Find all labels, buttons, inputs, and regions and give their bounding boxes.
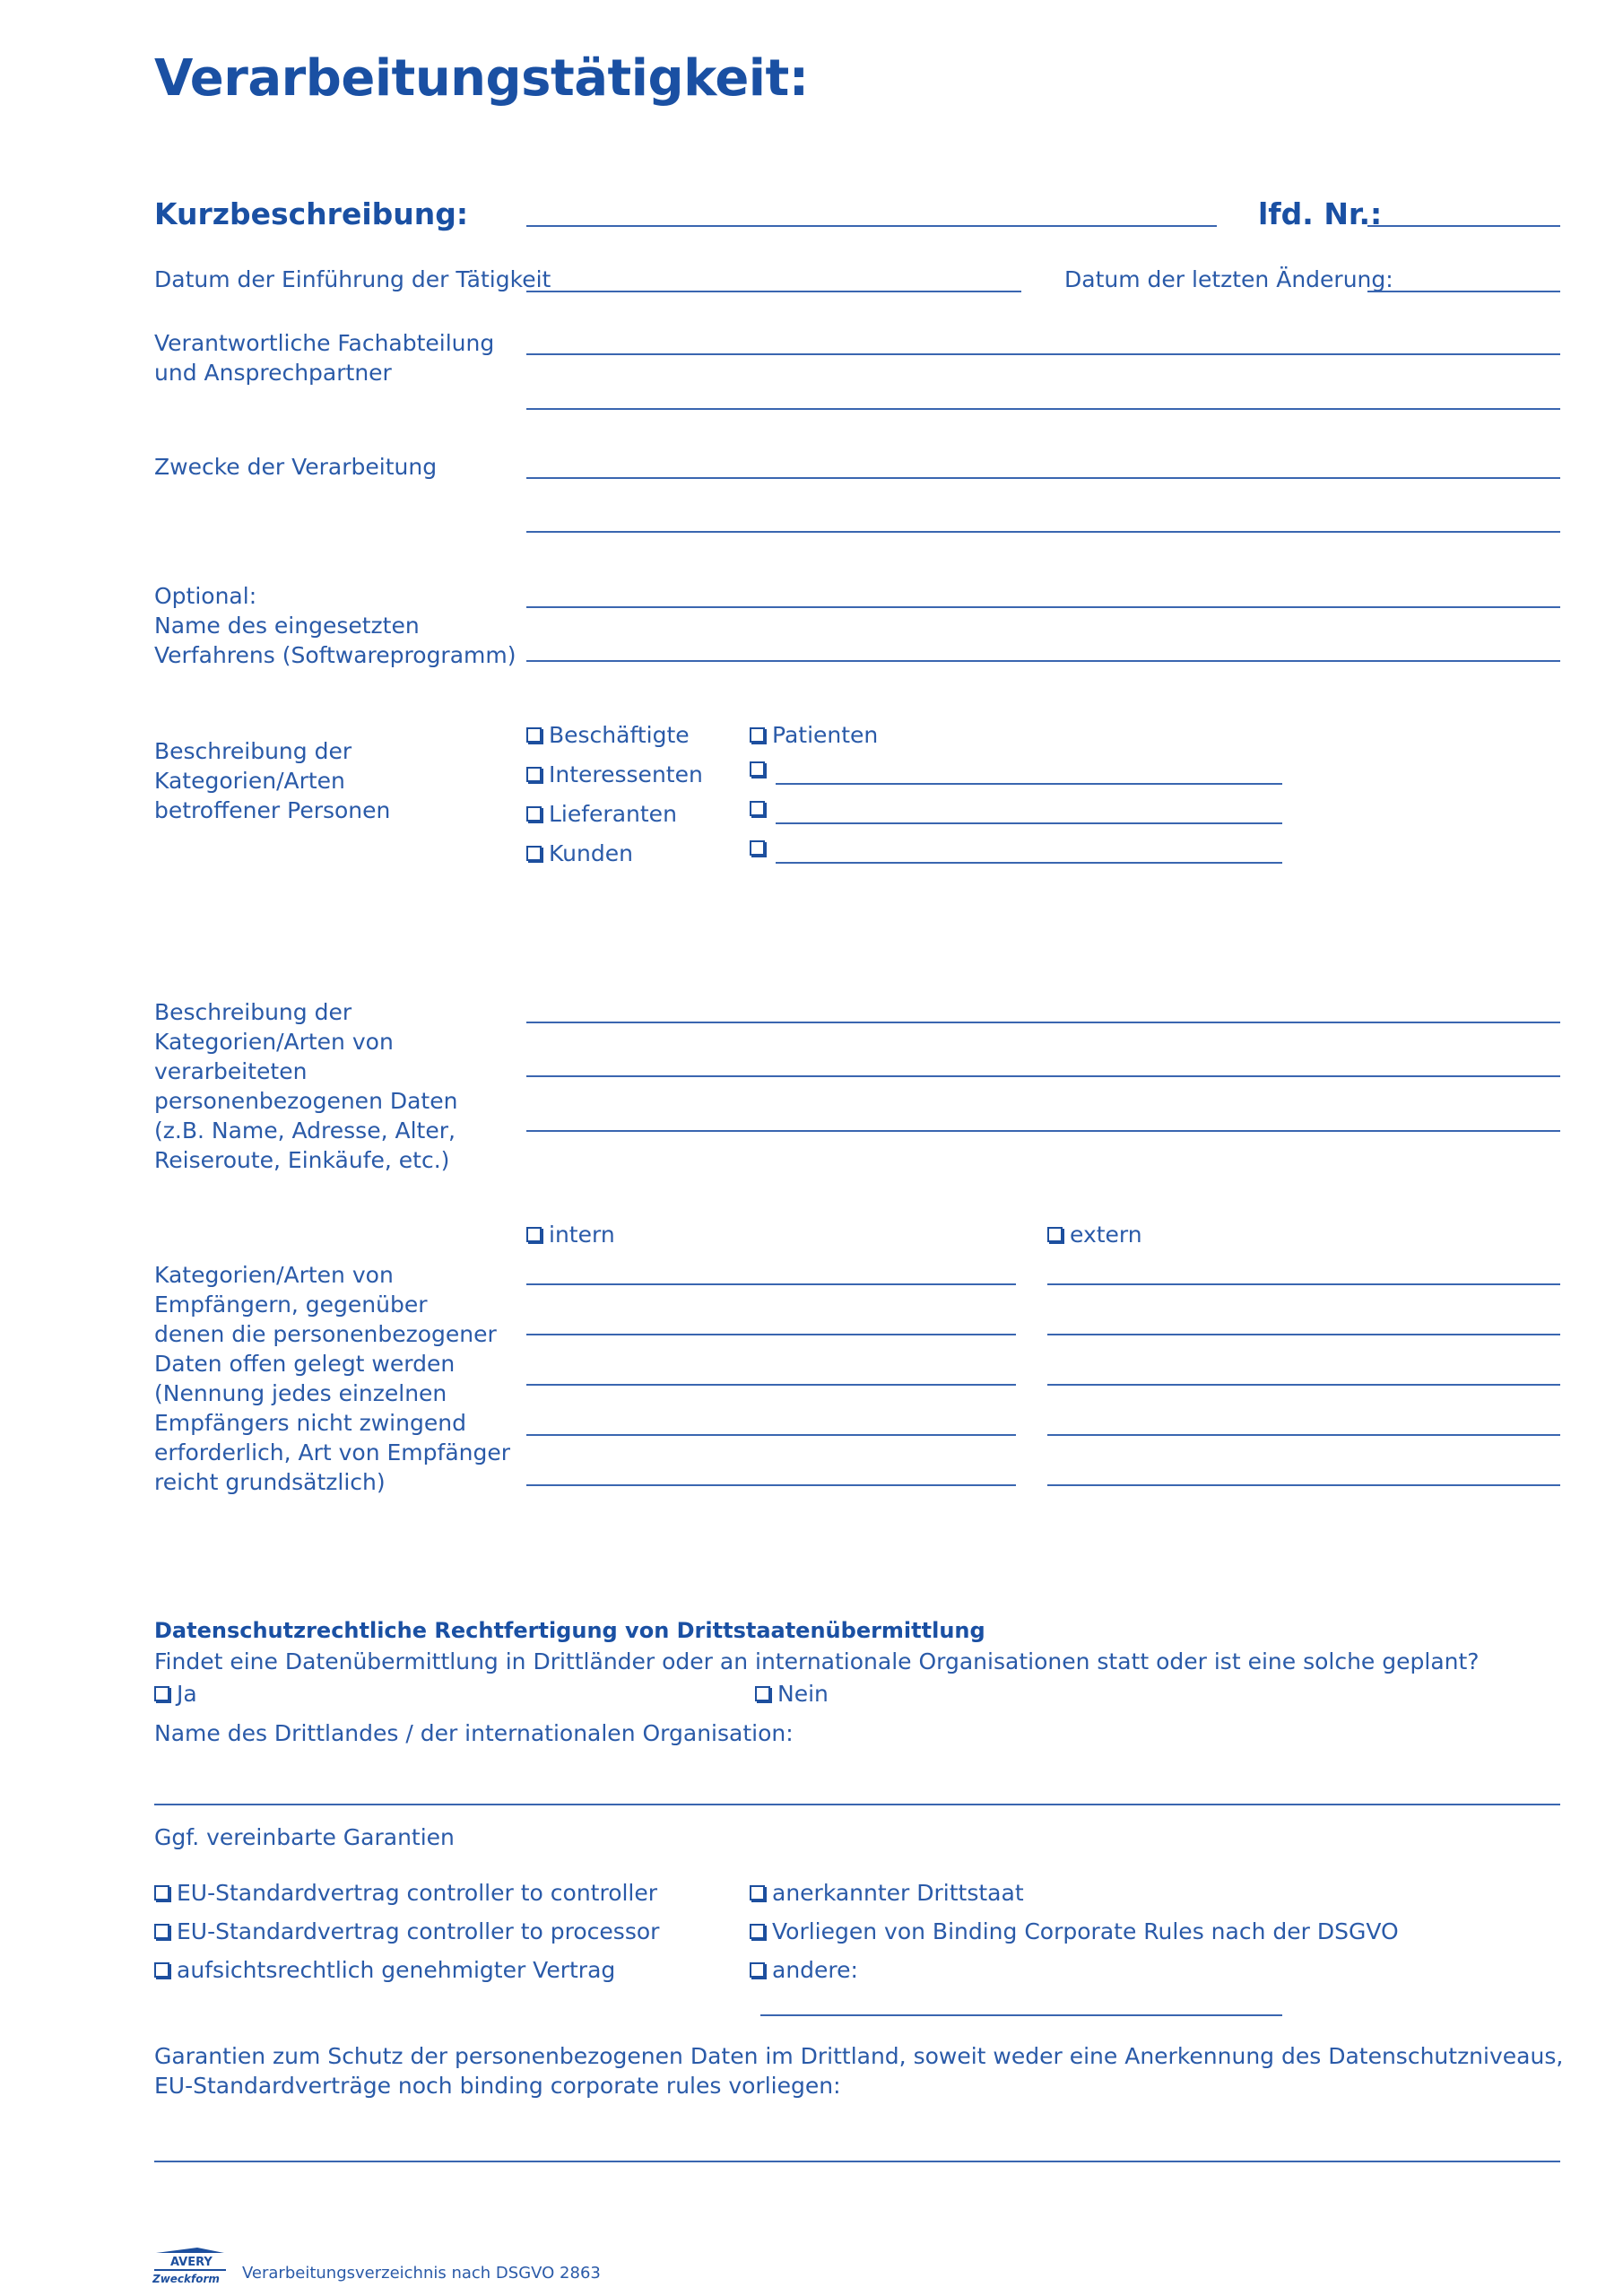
checkbox-icon xyxy=(750,1962,765,1978)
checkbox-kunden[interactable]: Kunden xyxy=(526,840,633,866)
checkbox-icon xyxy=(1047,1227,1063,1242)
checkbox-nein[interactable]: Nein xyxy=(755,1681,829,1707)
zwecke-label: Zwecke der Verarbeitung xyxy=(154,454,438,480)
garantien-label: Ggf. vereinbarte Garantien xyxy=(154,1824,455,1850)
datum-einfuehrung-field[interactable] xyxy=(526,291,1021,292)
checkbox-icon xyxy=(526,1227,542,1242)
checkbox-icon xyxy=(750,840,765,856)
page-title: Verarbeitungstätigkeit: xyxy=(154,49,809,108)
checkbox-icon xyxy=(755,1686,770,1701)
datum-aenderung-field[interactable] xyxy=(1367,291,1560,292)
drittland-name-field[interactable] xyxy=(154,1804,1560,1805)
checkbox-eu-controller-controller[interactable]: EU-Standardvertrag controller to controller xyxy=(154,1880,657,1906)
optional-label: Optional: Name des eingesetzten Verfahrens (Softwareprogramm) xyxy=(154,583,516,668)
personen-label: Beschreibung der Kategorien/Arten betroffener Personen xyxy=(154,738,391,823)
empfaenger-label: Kategorien/Arten von Empfängern, gegenüber denen die personenbezogener Daten offen gelegt werden (Nennung jedes einzelnen Empfängers nicht zwingend erforderlich, Art von Empfänger reicht grundsätzlich) xyxy=(154,1262,511,1495)
checkbox-icon xyxy=(526,846,542,861)
avery-zweckform-logo xyxy=(152,2246,228,2287)
andere-field[interactable] xyxy=(760,2014,1282,2016)
intern-field-5[interactable] xyxy=(526,1484,1016,1486)
datum-aenderung-label: Datum der letzten Änderung: xyxy=(1064,266,1393,292)
checkbox-beschaeftigte[interactable]: Beschäftigte xyxy=(526,722,690,748)
checkbox-andere[interactable]: andere: xyxy=(750,1957,858,1983)
checkbox-icon xyxy=(750,801,765,816)
footer-text: Verarbeitungsverzeichnis nach DSGVO 2863 xyxy=(242,2264,601,2283)
checkbox-lieferanten[interactable]: Lieferanten xyxy=(526,801,677,827)
software-field-2[interactable] xyxy=(526,660,1560,662)
daten-field-2[interactable] xyxy=(526,1075,1560,1077)
checkbox-ja[interactable]: Ja xyxy=(154,1681,197,1707)
logo-avery: AVERY xyxy=(170,2256,213,2269)
checkbox-icon xyxy=(154,1962,169,1978)
checkbox-icon xyxy=(526,767,542,782)
drittland-name-label: Name des Drittlandes / der internationalen Organisation: xyxy=(154,1720,794,1746)
checkbox-intern[interactable]: intern xyxy=(526,1222,615,1248)
zwecke-field-1[interactable] xyxy=(526,477,1560,479)
daten-field-3[interactable] xyxy=(526,1130,1560,1132)
checkbox-eu-controller-processor[interactable]: EU-Standardvertrag controller to processor xyxy=(154,1918,659,1944)
intern-field-3[interactable] xyxy=(526,1384,1016,1386)
logo-zweckform: Zweckform xyxy=(152,2273,220,2285)
other-person-field-2[interactable] xyxy=(776,822,1282,824)
checkbox-extern[interactable]: extern xyxy=(1047,1222,1142,1248)
intern-field-1[interactable] xyxy=(526,1283,1016,1285)
checkbox-interessenten[interactable]: Interessenten xyxy=(526,761,703,787)
other-person-field-1[interactable] xyxy=(776,783,1282,785)
checkbox-icon xyxy=(154,1924,169,1939)
intern-field-4[interactable] xyxy=(526,1434,1016,1436)
checkbox-other-2[interactable] xyxy=(750,801,772,816)
checkbox-binding-corporate-rules[interactable]: Vorliegen von Binding Corporate Rules nach der DSGVO xyxy=(750,1918,1399,1944)
checkbox-other-1[interactable] xyxy=(750,761,772,777)
checkbox-icon xyxy=(750,761,765,777)
other-person-field-3[interactable] xyxy=(776,862,1282,864)
daten-field-1[interactable] xyxy=(526,1022,1560,1023)
extern-field-2[interactable] xyxy=(1047,1334,1560,1335)
schutz-text: Garantien zum Schutz der personenbezogenen Daten im Drittland, soweit weder eine Anerkennung des Datenschutzniveaus, EU-Standardverträge noch binding corporate rules vorliegen: xyxy=(154,2043,1564,2099)
daten-label: Beschreibung der Kategorien/Arten von verarbeiteten personenbezogenen Daten (z.B. Name, Adresse, Alter, Reiseroute, Einkäufe, etc.) xyxy=(154,999,458,1173)
lfd-nr-field[interactable] xyxy=(1367,225,1560,227)
intern-field-2[interactable] xyxy=(526,1334,1016,1335)
checkbox-icon xyxy=(526,727,542,743)
checkbox-icon xyxy=(750,1885,765,1900)
checkbox-patienten[interactable]: Patienten xyxy=(750,722,878,748)
checkbox-other-3[interactable] xyxy=(750,840,772,856)
extern-field-5[interactable] xyxy=(1047,1484,1560,1486)
lfd-nr-label: lfd. Nr.: xyxy=(1258,196,1383,231)
fachabteilung-field-2[interactable] xyxy=(526,408,1560,410)
kurzbeschreibung-label: Kurzbeschreibung: xyxy=(154,196,469,231)
extern-field-4[interactable] xyxy=(1047,1434,1560,1436)
extern-field-1[interactable] xyxy=(1047,1283,1560,1285)
extern-field-3[interactable] xyxy=(1047,1384,1560,1386)
logo-swoosh xyxy=(156,2248,224,2253)
checkbox-icon xyxy=(154,1885,169,1900)
fachabteilung-label: Verantwortliche Fachabteilung und Ansprechpartner xyxy=(154,330,495,386)
checkbox-icon xyxy=(526,806,542,822)
software-field-1[interactable] xyxy=(526,606,1560,608)
checkbox-icon xyxy=(750,1924,765,1939)
kurzbeschreibung-field[interactable] xyxy=(526,225,1217,227)
fachabteilung-field-1[interactable] xyxy=(526,353,1560,355)
drittstaaten-question: Findet eine Datenübermittlung in Drittländer oder an internationale Organisationen statt oder ist eine solche geplant? xyxy=(154,1648,1480,1674)
checkbox-genehmigter-vertrag[interactable]: aufsichtsrechtlich genehmigter Vertrag xyxy=(154,1957,615,1983)
checkbox-anerkannter-drittstaat[interactable]: anerkannter Drittstaat xyxy=(750,1880,1024,1906)
drittstaaten-heading: Datenschutzrechtliche Rechtfertigung von Drittstaatenübermittlung xyxy=(154,1618,985,1643)
checkbox-icon xyxy=(154,1686,169,1701)
datum-einfuehrung-label: Datum der Einführung der Tätigkeit xyxy=(154,266,551,292)
schutz-field[interactable] xyxy=(154,2161,1560,2162)
checkbox-icon xyxy=(750,727,765,743)
zwecke-field-2[interactable] xyxy=(526,531,1560,533)
